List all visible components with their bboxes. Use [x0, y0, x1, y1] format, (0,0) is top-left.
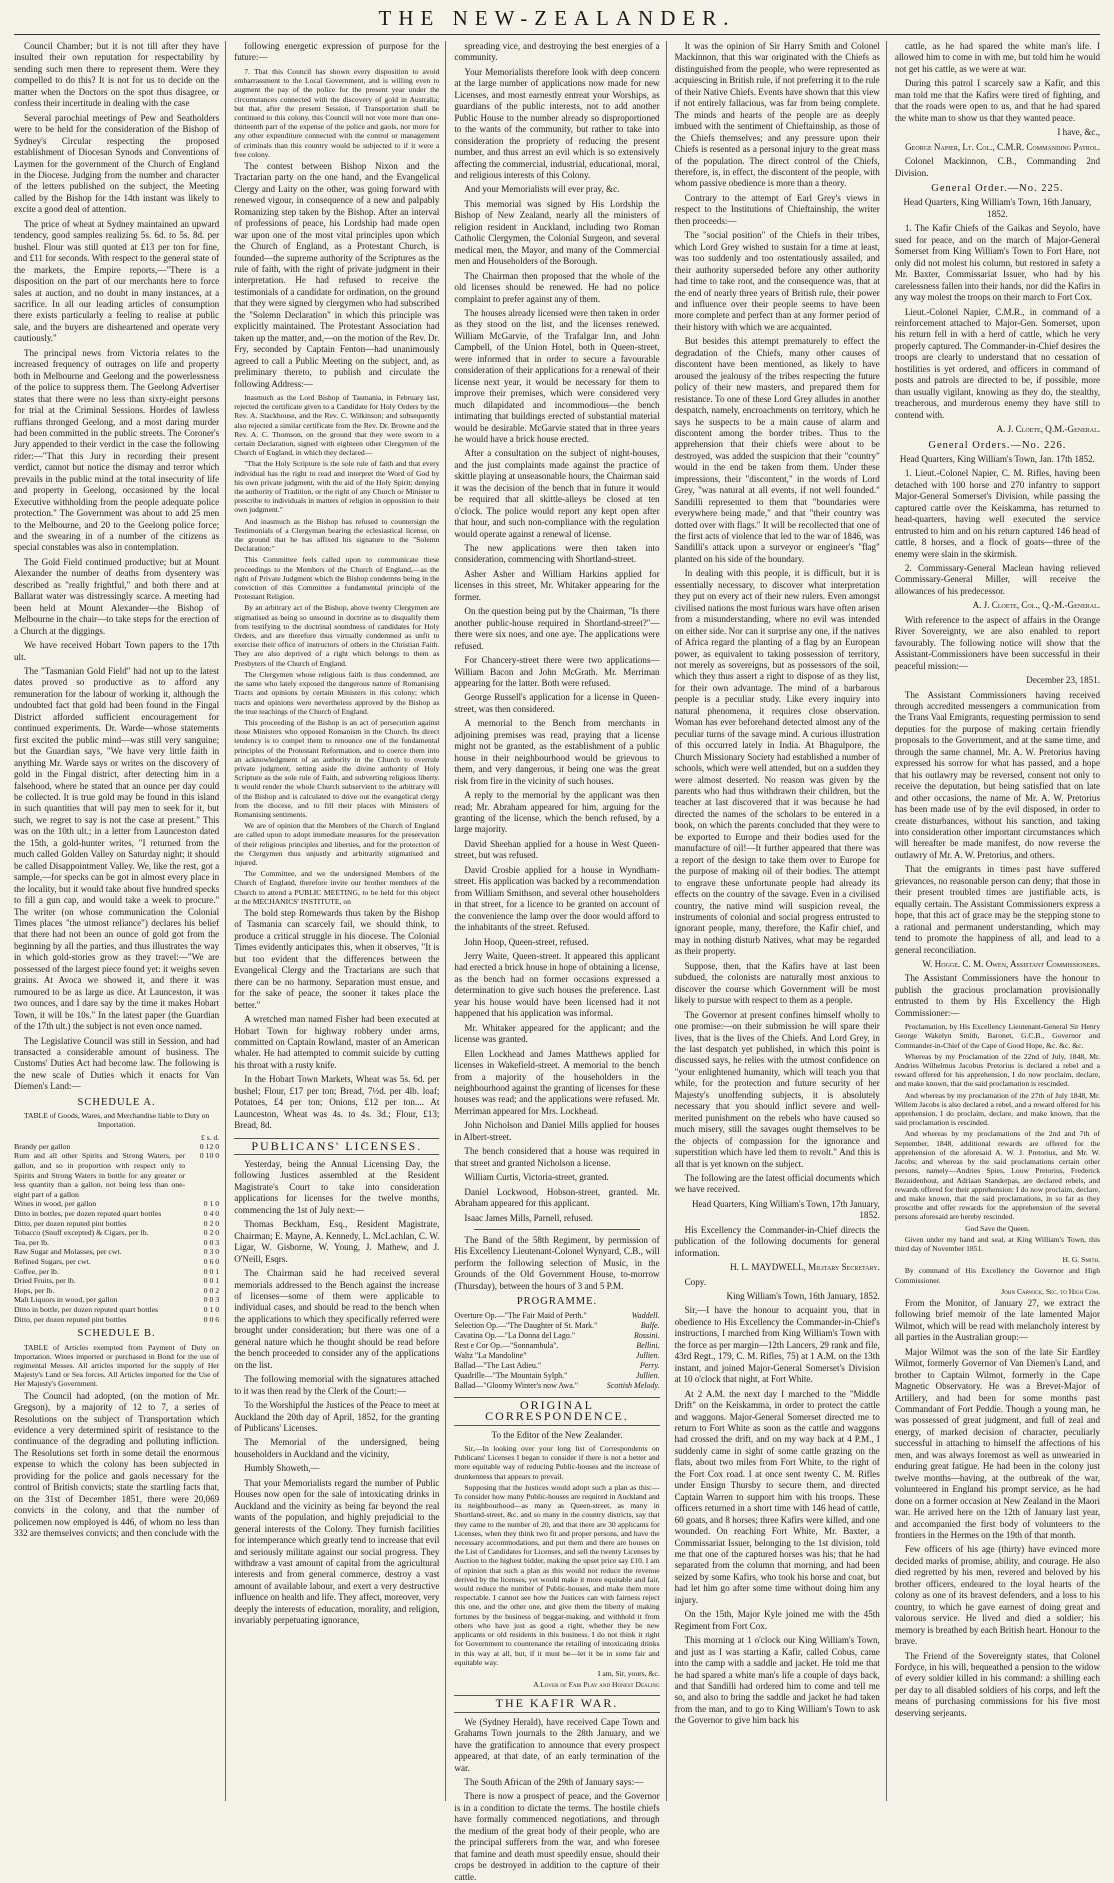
- paragraph: Ellen Lockhead and James Matthews applied for licenses in Wakefield-street. A memorial to the bench from a majority of the householders in the neighbourhood against the granting of licenses for these houses was read; and the applications were refused. Mr. Merriman appeared for Mrs. Lockhead.: [454, 1048, 660, 1116]
- paragraph: following energetic expression of purpose for the future:—: [234, 41, 440, 63]
- tariff-row: [14, 1305, 219, 1315]
- programme-composer: Perry.: [639, 1360, 660, 1370]
- quoted-resolution: 7. That this Council has shown every disposition to avoid embarrassment to the Local Government, and is willing even to augment the pay of the police for the present year under the circumstances connected with the discovery of gold in Australia; but that, after the present Session, if Transportation shall be continued to this colony, this Council will not vote more than one-thirteenth part of the expense of the police and gaols, nor more for any other expenditure connected with the control or management of criminals than this country would be subjected to if it were a free colony.: [234, 66, 440, 159]
- paragraph: The Legislative Council was still in Session, and had transacted a considerable amount of business. The Customs' Duties Act had become law. The following is the new scale of Duties which it enacts for Van Diemen's Land:—: [14, 1035, 220, 1092]
- signature: H. L. MAYDWELL, Military Secretary.: [730, 1262, 880, 1273]
- paragraph: The "Tasmanian Gold Field" had not up to the latest dates proved so productive as to afford any remuneration for the labour of working it, although the undoubted fact that gold had been found in the Fingal District afforded sufficient encouragement for continued experiments. Dr. Warde—whose statements first excited the public mind—was still very sanguine; but the Guardian says, "We have very little faith in anything Mr. Warde says or writes on the discovery of gold in the Fingal district, after detecting him in a falsehood, where he stated that an ounce per day could be collected. It is true gold may be found in this island in such quantities that will pay men to seek for it, but such, we regret to say is not the case at present." This was on the 10th ult.; in a letter from Launceston dated the 15th, a gold-hunter writes, "I returned from the much called Golden Valley on Saturday night; it should be called Disappointment Valley. We, like the rest, got a sample,—for specks can be got in almost every place in the locality, but it would take about five hundred specks to fill a gun cap, and would take a week to procure." The writer (on whose communication the Colonial Times places "the utmost reliance") declares his belief that there had not been an ounce of gold got from the beginning by all the parties, and thus illustrates the way in which gold-stories grow as they travel:—"We are possessed of the largest piece found yet: it weighs seven grains. At Avoca we showed it, and there it was rumoured to be as large as dice. At Launceston, it was two ounces, and I dare say by the time it makes Hobart Town, it will be 10s." In the latest paper (the Guardian of the 17th ult.) the subject is not even once named.: [14, 666, 220, 1032]
- signature: George Napier, Lt. Col., C.M.R. Commanding Patrol.: [905, 141, 1101, 152]
- tariff-row: [14, 1315, 219, 1325]
- order-heading: General Orders.—No. 226.: [928, 439, 1067, 451]
- paragraph: The principal news from Victoria relates to the increased frequency of outrages on life and property both in Melbourne and Geelong and the powerlessness of the police to suppress them. The Geelong Advertiser states that there were no less than sixty-eight persons for trial at the Criminal Sessions. Hordes of lawless ruffians thronged Geelong, and a most daring murder had been committed in the public streets. The Coroner's Jury appended to their verdict in the case the following rider:—"That this Jury in recording their present verdict, cannot but notice the dismay and terror which prevails in the public mind at the total insecurity of life and property in Geelong, occasioned by the local Executive withholding from the people adequate police protection." The Government was about to add 25 men to the Melbourne, and 20 to the Geelong police force; and the swearing in of a number of the citizens as special constables was also in contemplation.: [14, 347, 220, 553]
- columns: [14, 41, 1101, 1882]
- paragraph: The South African of the 29th of January says:—: [464, 1777, 644, 1788]
- tariff-row: [14, 1151, 219, 1199]
- tariff-duty: 0 0 1: [203, 1266, 220, 1276]
- paragraph: Council Chamber; but it is not till after they have insulted their own reputation for respectability by sending such men there to represent them. Were they compelled to do this? It is not for us to decide on the matter when the Doctors on the spot thus disagree, or confess their incertitude in dealing with the case: [14, 41, 220, 109]
- address-paragraph: And inasmuch as the Bishop has refused to countersign the Testimonials of a Clergyman bearing the eclesiastical license, on the ground that he has affixed his signature to the "Solemn Declaration:": [234, 516, 440, 554]
- paragraph: And your Memorialists will ever pray, &c.: [464, 184, 620, 195]
- column-4: [675, 41, 887, 1801]
- paragraph: The following memorial with the signatures attached to it was then read by the Clerk of the Court:—: [234, 1374, 440, 1396]
- signature: John Carwick, Sec. to High Com.: [1001, 1286, 1101, 1296]
- tariff-duty: 0 0 6: [203, 1314, 220, 1324]
- paragraph: David Sheehan applied for a house in West Queen-street, but was refused.: [454, 838, 660, 861]
- tariff-duty: 0 0 3: [203, 1295, 220, 1305]
- paragraph: The contest between Bishop Nixon and the Tractarian party on the one hand, and the Evangelical Clergy and Laity on the other, was going forward with renewed vigour, in consequence of a new and palpably Romanizing step taken by the Bishop. After an interval of professions of peace, his Lordship had made open war upon one of the most vital principles upon which the Church of England, as a Protestant Church, is founded—the supreme authority of the Scriptures as the rule of faith, with the right of private judgment in their interpretation. He had refused to receive the testimonials of a candidate for ordination, on the ground that they were signed by clergymen who had subscribed the "Solemn Declaration" in which this principle was explicitly maintained. The Protestant Association had taken up the matter, and,—on the motion of the Rev. Dr. Fry, seconded by Captain Fenton—had unanimously agreed to call a Public Meeting on the subject, and, as preliminary thereto, to publish and circulate the following Address:—: [234, 160, 440, 389]
- paragraph: From the Monitor, of January 27, we extract the following brief memoir of the late lamented Major Wilmot, which will be read with melancholy interest by all parties in the Australian group:—: [894, 1297, 1101, 1343]
- programme-piece: Waltz "La Mandoline": [454, 1350, 527, 1360]
- programme-composer: Waddell.: [631, 1310, 660, 1320]
- tariff-row: [14, 1257, 219, 1267]
- programme-row: [454, 1351, 659, 1361]
- tariff-row: [14, 1276, 219, 1286]
- paragraph: The "social position" of the Chiefs in their tribes, which Lord Grey wished to sustain for a time at least, was too suddenly and too ostentatiously assailed, and their authority superseded before any other authority had time to take root, and the consequence was, that at the end of nearly three years of British rule, their power and influence over their people seems to have been more complete and perfect than at any former period of their history with which we are acquainted.: [674, 230, 880, 332]
- signature: A. J. Cloete, Col., Q.-M.-General.: [972, 600, 1101, 611]
- tariff-duty: 0 0 3: [203, 1237, 220, 1247]
- tariff-item: Refined Sugars, per cwt.: [14, 1256, 91, 1266]
- proclamation-paragraph: And whereas by my proclamations of the 2nd and 7th of September, 1848, additional rewards are offered for the apprehension of the aforesaid A. W. J. Pretorius, and Mr. W. Jacobs; and whereas by the said proclamations certain other persons, namely—Andries Spies, Louw Pretorius, Frederick Bezuidenhout, and Adriaan Standerpas, are declared rebels, and rewards offered for their apprehension: I do now proclaim, declare, and make known, that the said proclamations, in so far as they proscribe and offer rewards for the apprehension of the several persons aforesaid are hereby rescinded.: [894, 1129, 1101, 1222]
- programme-piece: Quadrille—"The Mountain Sylph.": [454, 1370, 568, 1380]
- signature: H. G. Smith.: [1062, 1255, 1101, 1265]
- paragraph: To the Worshipful the Justices of the Peace to meet at Auckland the 20th day of April, 1852, for the granting of Publicans' Licenses.: [234, 1400, 440, 1433]
- tariff-row: [14, 1209, 219, 1219]
- address-paragraph: By an arbitrary act of the Bishop, above twenty Clergymen are stigmatised as being so unsound in doctrine as to disqualify them from testifying to the doctrinal soundness of candidates for Holy Orders, and are therefore thus virtually condemned as unfit to exercise their office of instructors of others in the Christian Faith. They are also deprived of a right which belongs to them as Presbyters of the Church of England.: [234, 603, 440, 668]
- paragraph: Daniel Lockwood, Hobson-street, granted. Mr. Abraham appeared for this applicant.: [454, 1186, 660, 1209]
- tariff-row: [14, 1247, 219, 1257]
- paragraph: On the 15th, Major Kyle joined me with the 45th Regiment from Fort Cox.: [674, 1609, 880, 1631]
- tariff-row: [14, 1267, 219, 1277]
- paragraph: Jerry Waite, Queen-street. It appeared this applicant had erected a brick house in hope of obtaining a license, as the bench had on former occasions expressed a determination to give such houses the preference. Last year his house would have been licensed had it not happened that his application was informal.: [454, 950, 660, 1019]
- paragraph: Colonel Mackinnon, C.B., Commanding 2nd Division.: [894, 156, 1101, 178]
- paragraph: Contrary to the attempt of Earl Grey's views in respect to the Institutions of Chieftainship, the writer then proceeds:—: [674, 192, 880, 226]
- programme-row: [454, 1381, 659, 1391]
- paragraph: cattle, as he had spared the white man's life. I allowed him to come in with me, but told him he would not get his cattle, as we were at war.: [894, 41, 1101, 74]
- programme-composer: Jullien.: [635, 1370, 660, 1380]
- programme-row: [454, 1311, 659, 1321]
- tariff-row: [14, 1295, 219, 1305]
- paragraph: That the emigrants in times past have suffered grievances, no reasonable person can deny; that those in their present troubled times are justifiable acts, is equally certain. The Assistant Commissioners express a hope, that this act of grace may be the stepping stone to a rational and permanent understanding, which may tend to promote the happiness of all, and lead to a general reconciliation.: [894, 864, 1101, 955]
- letter-signature: A Lover of Fair Play and Honest Dealing: [533, 1680, 660, 1690]
- tariff-item: Dried Fruits, per lb.: [14, 1276, 76, 1286]
- paragraph: A wretched man named Fisher had been executed at Hobart Town for highway robbery under arms, committed on Captain Rowland, master of an American whaler. He had attempted to commit suicide by cutting his throat with a rusty knife.: [234, 1014, 440, 1070]
- programme-title: PROGRAMME.: [516, 1296, 598, 1308]
- paragraph: The Chairman said he had received several memorials addressed to the Bench against the increase of licenses—some of them were applicable to individual cases, and should be read to the bench when the applications to which they specifically referred were brought under consideration; but there was one of a general nature which he thought should be read before the bench proceeded to consider any of the applications on the list.: [234, 1268, 440, 1370]
- signature: W. Hogge. C. M. Owen, Assistant Commissioners.: [922, 958, 1101, 969]
- tariff-item: Ditto in bottles, per dozen reputed quart bottles: [14, 1209, 162, 1218]
- closing: I have, &c.,: [1057, 127, 1101, 138]
- paragraph: We (Sydney Herald), have received Cape Town and Grahams Town journals to the 28th January, and we have the gratification to announce that every prospect appeared, at that date, of an early termination of the war.: [454, 1716, 660, 1773]
- paragraph: The Governor at present confines himself wholly to one promise:—on their submission he will spare their lives, that is the lives of the Chiefs. And Lord Grey, in the last despatch yet published, in which this point is discussed says, he relies with the utmost confidence on "your enlightened humanity, which will teach you that while, for the protection and future security of her Majesty's unoffending subjects, it is absolutely necessary that you should inflict severe and well-merited punishment on the rebels who have caused so much misery, still the savages ought themselves to be the objects of compassion for the ignorance and superstition which have led them to revolt." And this is all that is yet known on the subject.: [674, 1009, 880, 1169]
- proclamation-paragraph: And whereas by my proclamation of the 27th of July 1848, Mr. Willem Jacobs is also declared a rebel, and a reward offered for his apprehension, I do proclaim, declare, and make known, that the said proclamation is rescinded.: [894, 1090, 1101, 1128]
- programme-table: [454, 1311, 659, 1391]
- paragraph: George Russell's application for a license in Queen-street, was then considered.: [454, 692, 660, 714]
- programme-row: [454, 1341, 659, 1351]
- paragraph: This memorial was signed by His Lordship the Bishop of New Zealand, nearly all the ministers of religion resident in Auckland, including two Roman Catholic Clergymen, the Colonial Surgeon, and several medical men, the Mayor, and many of the Commercial men and Householders of the Borough.: [454, 198, 660, 267]
- section-heading: THE KAFIR WAR.: [454, 1695, 659, 1712]
- tariff-item: Ditto, per dozen reputed pint bottles: [14, 1218, 127, 1228]
- paragraph: At 2 A.M. the next day I marched to the "Middle Drift" on the Keiskamma, in order to protect the cattle and waggons. Major-General Somerset directed me to return to Fort White as soon as the cattle and waggons had crossed the drift, and on my way back at 4 P.M., I suddenly came in sight of some cattle grazing on the flats, about two miles from Fort White, to the right of the Fort Cox road. I at once sent twenty C. M. Rifles under Ensign Thursby to secure them, and directed Captain Warren to support him with his troops. These officers returned in a short time with 146 head of cattle, 60 goats, and 8 horses; three Kafirs were killed, and one wounded. On reaching Fort White, Mr. Baxter, a Commissariat Issuer, belonging to the 1st division, told me that one of the captured horses was his; that he had separated from the column that morning, and had been seized by some Kafirs, who took his horse and coat, but had let him go after some time without doing him any injury.: [674, 1388, 880, 1605]
- programme-composer: Rossini.: [634, 1330, 660, 1340]
- programme-piece: Rest e Cor Op.—"Sonnambula".: [454, 1340, 559, 1350]
- programme-row: [454, 1361, 659, 1371]
- paragraph: The bench considered that a house was required in that street and granted Nicholson a license.: [454, 1146, 660, 1168]
- column-5: [895, 41, 1100, 1801]
- programme-piece: Ballad—"Gloomy Winter's now Awa.": [454, 1380, 579, 1390]
- programme-composer: Scottish Melody.: [606, 1380, 660, 1390]
- tariff-row: [14, 1286, 219, 1296]
- tariff-duty: 0 1 0: [203, 1304, 220, 1314]
- tariff-row: [14, 1238, 219, 1248]
- paragraph: John Hoop, Queen-street, refused.: [464, 936, 589, 947]
- paragraph: His Excellency the Commander-in-Chief directs the publication of the following documents for general information.: [674, 1224, 880, 1258]
- paragraph: That your Memorialists regard the number of Public Houses now open for the sale of intoxicating drinks in Auckland and the vicinity as being far beyond the real wants of the population, and highly prejudicial to the general interests of the Colony. They furnish facilities for intemperance which greatly tend to increase that evil and seriously militate against our social progress. They withdraw a vast amount of capital from the agricultural interests and from general commerce, destroy a vast amount of available labour, and exert a very destructive influence on health and life. They affect, moreover, very deeply the interests of education, morality, and religion, invariably perpetuating ignorance,: [234, 1477, 440, 1626]
- tariff-item: Rum and all other Spirits and Strong Waters, per gallon, and so in proportion with respect only to Spirits and Strong Waters in bottle for any greater or less quantity than a gallon, not being less than one-eight part of a gallon: [14, 1151, 186, 1199]
- tariff-duty: 0 10 0: [199, 1151, 220, 1161]
- tariff-duty: 0 4 0: [203, 1209, 220, 1218]
- programme-piece: Selection Op.—"The Daughter of St. Mark.": [454, 1320, 598, 1330]
- paragraph: Copy.: [684, 1276, 706, 1287]
- paragraph: A memorial to the Bench from merchants in adjoining premises was read, praying that a license might not be granted, as the establishment of a public house in their neighbourhood would be grievous to them, and very dangerous, it being one was the great risk from fire in the vicinity of such houses.: [454, 718, 660, 786]
- address-block: [234, 393, 439, 906]
- tariff-duty: 0 6 0: [203, 1256, 220, 1266]
- schedule-a-subtitle: TABLE of Goods, Wares, and Merchandise liable to Duty on Importation.: [23, 1111, 210, 1130]
- proclamation-paragraph: Proclamation, by His Excellency Lieutenant-General Sir Henry George Wakelyn Smith, Baronet, G.C.B., Governor and Commander-in-Chief of the Cape of Good Hope, &c. &c. &c.: [894, 1022, 1101, 1050]
- paragraph: Few officers of his age (thirty) have evinced more decided marks of promise, ability, and courage. He also died regretted by his men, revered and beloved by his brother officers, endeared to the loyal hearts of the colony as one of its bravest defenders, and a loss to his country, to which he gave earnest of doing great and valorous service. He lived and died a soldier; his memory is breathed by each British heart. Honour to the brave.: [894, 1544, 1101, 1647]
- paragraph: The Chairman then proposed that the whole of the old licenses should be renewed. He had no police complaint to prefer against any of them.: [454, 270, 660, 304]
- tariff-row: [14, 1228, 219, 1238]
- signature: A. J. Cloete, Q.M.-General.: [996, 424, 1101, 435]
- paragraph: David Crosbie applied for a house in Wyndham-street. His application was backed by a recommendation from William Smithson, and several other householders in that street, for a licence to be granted on account of the convenience the lamp over the door would afford to the inhabitants of the street. Refused.: [454, 864, 660, 933]
- paragraph: The bold step Romewards thus taken by the Bishop of Tasmania can scarcely fail, we should think, to produce a critical struggle in his diocese. The Colonial Times evidently anticipates this, when it observes, "It is but too evident that the differences between the Evangelical Clergy and the Tractarians are such that there can be no harmony. Separation must ensue, and for the sake of peace, the sooner it takes place the better.": [234, 907, 440, 1010]
- proclamation-paragraph: Whereas by my Proclamation of the 22nd of July, 1848, Mr. Andries Wilhelmus Jacobus Pretorius is declared a rebel and a reward offered for his apprehension, I do now proclaim, declare, and make known, that the said proclamation is rescinded.: [894, 1051, 1101, 1089]
- paragraph: Yesterday, being the Annual Licensing Day, the following Justices assembled at the Resident Magistrate's Court to take into consideration applications for licenses for the twelve months, commencing the 1st of July next:—: [234, 1159, 440, 1215]
- tariff-duty: 0 2 0: [203, 1228, 220, 1238]
- dateline: King William's Town, 16th January, 1852.: [726, 1291, 880, 1302]
- paragraph: Humbly Showeth,—: [244, 1463, 320, 1474]
- section-heading: ORIGINAL CORRESPONDENCE.: [454, 1397, 659, 1426]
- tariff-duty: 0 0 2: [203, 1285, 220, 1295]
- tariff-item: Raw Sugar and Molasses, per cwt.: [14, 1247, 122, 1257]
- paragraph: We have received Hobart Town papers to the 17th ult.: [14, 640, 220, 662]
- address-paragraph: The Clergymen whose religious faith is thus condemned, are the same who lately exposed the dangerous nature of Romanising Tracts and opinions by certain Ministers in this colony; which tracts and opinions were nevertheless approved by the Bishop as the true teachings of the Church of England.: [234, 669, 440, 716]
- paragraph: Asher Asher and William Harkins applied for licenses in this street, Mr. Whitaker appearing for the former.: [454, 568, 660, 602]
- column-3: [454, 41, 666, 1882]
- paragraph: But besides this attempt prematurely to effect the degradation of the Chiefs, many other causes of discontent have been mentioned, as likely to have aroused the jealousy of the tribes respecting the future policy of their new masters, and prepared them for resistance. To one of these Lord Grey alludes in another despatch, namely, encroachments on territory, which he says he suspects to be a main cause of alarm and discontent among the border tribes. Thus to the apprehension that their chiefs were about to be destroyed, was added the suspicion that their "country" would in the end be taken from them. Under these impressions, their "discontent," in the words of Lord Grey, "was natural at all events, if not well founded." Sandilli represented to them that "boundaries were everywhere being made," and that "their country was dotted over with flags." It will be recollected that one of the first acts of violence that led to the war of 1846, was Sandilli's attack upon a surveyor or engineer's "flag" planted on his side of the boundary.: [674, 336, 880, 564]
- tariff-table: [14, 1142, 219, 1324]
- address-paragraph: Inasmuch as the Lord Bishop of Tasmania, in February last, rejected the certificate given to a Candidate for Holy Orders by the Rev. A. Stackhouse, and the Rev. C. Wilkinson; and subsequently also rejected a similar certificate from the Rev. Dr. Browne and the Rev. A. C. Thomson, on the ground that they were sworn to a certain Declaration, signed with eighteen other Clergymen of the Church of England, in which they declared—: [234, 393, 440, 458]
- paragraph: The following are the latest official documents which we have received.: [674, 1172, 880, 1195]
- paragraph: spreading vice, and destroying the best energies of a community.: [454, 41, 660, 63]
- section-heading: PUBLICANS' LICENSES.: [234, 1138, 439, 1155]
- programme-row: [454, 1321, 659, 1331]
- paragraph: Thomas Beckham, Esq., Resident Magistrate, Chairman; E. Mayne, A. Kennedy, L. McLachlan, C. W. Ligar, W. Gisborne, W. Young, J. Mathew, and J. O'Neill, Esqrs.: [234, 1219, 440, 1264]
- paragraph: After a consultation on the subject of night-houses, and the just complaints made against the practice of skittle playing at unseasonable hours, the Chairman said it was the decision of the bench that in future it would be required that all skittle-alleys be closed at ten o'clock. The police would report any kept open after that hour, and such non-compliance with the regulation would operate against a renewal of license.: [454, 448, 660, 539]
- programme-piece: Cavatina Op.—"La Donna del Lago.": [454, 1330, 576, 1340]
- tariff-duty: 0 0 1: [203, 1276, 220, 1286]
- paragraph: Your Memorialists therefore look with deep concern at the large number of applications now made for new Licenses, and most earnestly entreat your Worships, as guardians of the public interests, not to add another Public House to the number already so disproportioned to the wants of the community, but rather to take into consideration the propriety of reducing the present number, and thus arrest an evil which is so extensively affecting the commercial, industrial, educational, moral, and religious interests of this Colony.: [454, 66, 660, 180]
- proclamation-paragraph: Given under my hand and seal, at King William's Town, this third day of November 1851.: [894, 1234, 1101, 1253]
- letter-closing: I am, Sir, yours, &c.: [597, 1668, 660, 1678]
- divider: [474, 1229, 639, 1230]
- paragraph: The Assistant Commissioners having received through accredited messengers a communication from the Trans Vaal Emigrants, requesting permission to send deputies for the purpose of making certain friendly proposals to the Government, and at the same time, and through the same channel, Mr. A. W. Pretorius having expressed his sorrow for what has passed, and a hope that his outlawry may be reversed, consent not only to receive the deputation, but being satisfied that on late and other occasions, the name of Mr. A. W. Pretorius has been made use of by the evil disposed, in order to create disturbances, without his sanction, and taking into consideration other important circumstances which will hereafter be made manifest, do now reverse the outlawry of Mr. A. W. Pretorius, and others.: [894, 689, 1101, 860]
- proclamation-motto: God Save the Queen.: [965, 1223, 1030, 1233]
- paragraph: Sir,—I have the honour to acquaint you, that in obedience to His Excellency the Commander-in-Chief's instructions, I marched from King William's Town with the force as per margin—12th Lancers, 29 rank and file, 43rd Regt., 179, C. M. Rifles, 75) at 1 A.M. on the 13th instant, and joined Major-General Somerset's Division at 10 o'clock that night, at Fort White.: [674, 1305, 880, 1385]
- paragraph: Lieut.-Colonel Napier, C.M.R., in command of a reinforcement attached to Major-Gen. Somerset, upon his return fell in with a herd of cattle, which he very properly captured. The Commander-in-Chief desires the troops are clearly to understand that no cessation of hostilities is yet ordered, and officers in command of posts and patrols are directed to be, if possible, more than usually vigilant, knowing as they do, the stealthy, treacherous, and murderous enemy they have still to contend with.: [894, 306, 1101, 420]
- order-heading: General Order.—No. 225.: [931, 182, 1064, 194]
- paragraph: In the Hobart Town Markets, Wheat was 5s. 6d. per bushel; Flour, £17 per ton; Bread, 7½d. per 4lb. loaf; Potatoes, £4 per ton; Onions, £12 per ton.... At Launceston, Wheat was 4s. to 4s. 3d.; Flour, £13; Bread, 8d.: [234, 1074, 440, 1131]
- tariff-item: Tobacco (Snuff excepted) & Cigars, per lb.: [14, 1228, 149, 1238]
- tariff-duty: 0 12 0: [199, 1141, 220, 1151]
- paragraph: The Gold Field continued productive; but at Mount Alexander the number of deaths from dysentery was described as "really frightful," and both there and at Ballarat water was distressingly scarce. A meeting had been held at Mount Alexander—the Bishop of Melbourne in the chair—to take steps for the erection of a Church at the diggings.: [14, 556, 220, 636]
- paragraph: This morning at 1 o'clock our King William's Town, and just as I was starting a Kafir, called Cobus, came into the camp with a saddle and jacket. He told me that he had spared a white man's life a couple of days back, and that Sandilli had ordered him to come and tell me so, and also to bring the saddle and jacket he had taken from the man, and to go to King William's Town to ask the Governor to give him back his: [674, 1635, 880, 1726]
- programme-row: [454, 1371, 659, 1381]
- paragraph: The Memorial of the undersigned, being householders in Auckland and the vicinity,: [234, 1437, 440, 1459]
- tariff-row: [14, 1199, 219, 1209]
- letter-paragraph: Sir,—In looking over your long list of Correspondents on Publicans' Licenses I began to consider if there is not a better and more equitable way of reducing Public-houses and the increase of drunkenness that appears to prevail.: [454, 1444, 660, 1481]
- paragraph: For Chancery-street there were two applications—William Bacon and John McGrath. Mr. Merriman appearing for the latter. Both were refused.: [454, 655, 660, 689]
- paragraph: The Assistant Commissioners have the honour to publish the gracious proclamation provisionally entrusted to them by His Excellency the High Commissioner:—: [894, 973, 1101, 1018]
- paragraph: Isaac James Mills, Parnell, refused.: [464, 1212, 593, 1223]
- paragraph: Mr. Whitaker appeared for the applicant; and the license was granted.: [454, 1022, 660, 1045]
- dateline: Head Quarters, King William's Town, Jan. 17th 1852.: [899, 453, 1095, 464]
- tariff-item: Tea, per lb.: [14, 1237, 49, 1247]
- tariff-duty: 0 2 0: [203, 1218, 220, 1228]
- dateline: Head Quarters, King William's Town, 17th January, 1852.: [691, 1198, 880, 1221]
- masthead: THE NEW-ZEALANDER.: [14, 6, 1100, 35]
- tariff-item: Ditto in bottle, per dozen reputed quart bottles: [14, 1304, 159, 1314]
- paragraph: 2. Commissary-General Maclean having relieved Commissary-General Miller, will receive the allowances of his predecessor.: [894, 563, 1101, 596]
- column-2: [234, 41, 446, 1801]
- paragraph: With reference to the aspect of affairs in the Orange River Sovereignty, we are also enabled to report favourably. The following notice will show that the Assistant-Commissioners have been successful in their peaceful mission:—: [894, 614, 1101, 671]
- address-paragraph: "That the Holy Scripture is the sole rule of faith and that every individual has the right to read and interpret the Word of God by his own private judgment, with the aid of the Holy Spirit; denying the authority of Tradition, or the right of any Church or Minister to prescribe to individuals in matters of religion in opposition to their own judgment.": [234, 459, 440, 515]
- schedule-a-units: £ s. d.: [201, 1132, 220, 1142]
- paragraph: The Council had adopted, (on the motion of Mr. Gregson), by a majority of 12 to 7, a series of Resolutions on the subject of Transportation which evidence a very determined spirit of resistance to the continuance of the degrading and polluting infliction. The Resolutions set forth in some detail the enormous expense to which the colony has been subjected in providing for the police and gaols necessary for the control of British convicts; state the startling facts that, on the 31st of December 1851, there were 20,069 convicts in the colony, and that the number of policemen now employed is 446, of whom no less than 332 are themselves convicts; and then conclude with the: [14, 1390, 220, 1539]
- tariff-item: Malt Liquors in wood, per gallon: [14, 1295, 118, 1305]
- tariff-row: [14, 1219, 219, 1229]
- programme-composer: Balfe.: [640, 1320, 660, 1330]
- paragraph: The Friend of the Sovereignty states, that Colonel Fordyce, in his will, bequeathed a pension to the widow of every soldier killed in his command: a shilling each per day to all disabled soldiers of his corps, and left the means of purchasing commissions for his five most deserving serjeants.: [894, 1650, 1101, 1718]
- tariff-row: [14, 1142, 219, 1152]
- paragraph: John Nicholson and Daniel Mills applied for houses in Albert-street.: [454, 1120, 660, 1142]
- tariff-duty: 0 3 0: [203, 1247, 220, 1257]
- letter-salutation: To the Editor of the New Zealander.: [491, 1429, 623, 1440]
- paragraph: 1. Lieut.-Colonel Napier, C. M. Rifles, having been detached with 100 horse and 270 infantry to support Major-General Somerset's Division, while passing the captured cattle over the Keiskamma, has returned to head-quarters, having well executed the service entrusted to him and on his return captured 146 head of cattle, 8 horses, and a flock of goats—three of the enemy were slain in the skirmish.: [894, 468, 1101, 559]
- address-paragraph: This Committee feels called upon to communicate these proceedings to the Members of the Church of England,—as the right of Private Judgment which the Bishop condemns being in the conviction of this Committee a fundamental principle of the Protestant Religion.: [234, 555, 440, 602]
- paragraph: Major Wilmot was the son of the late Sir Eardley Wilmot, formerly Governor of Van Diemen's Land, and brother to Captain Wilmot, formerly in the Cape Magnetic Observatory. He was a Brevet-Major of Artillery, and had been for some months past Commandant of Fort Peddie. Though a young man, he was possessed of great judgment, and full of zeal and energy, of marked decision of character, peculiarly successful in attaching to himself the affections of his men, and was always foremost as well as unwearied in enduring great fatigue. He had been in the colony just twelve months—having, at the outbreak of the war, volunteered in England his prompt service, as he had done on a former occasion at New Zealand in the Maori war. He arrived here on the 12th of January last year, and accompanied the first body of volunteers to the frontiers in the Hermes on the 19th of that month.: [894, 1346, 1101, 1540]
- paragraph: On the question being put by the Chairman, "Is there another public-house required in Shortland-street?"—there were six noes, and one aye. The applications were refused.: [454, 606, 660, 651]
- address-paragraph: The Committee, and we the undersigned Members of the Church of England, therefore invite our brother members of the Church to attend a PUBLIC MEETING, to be held for this object at the MECHANICS' INSTITUTE, on: [234, 869, 440, 906]
- programme-composer: Jullien.: [635, 1350, 660, 1360]
- paragraph: It was the opinion of Sir Harry Smith and Colonel Mackinnon, that this war originated with the Chiefs as distinguished from the people, who were represented as acquiescing in British rule, if not preferring it to the rule of their Native Chiefs. Events have shown that this view if not entirely fallacious, was far from being complete. The minds and hearts of the people are as deeply imbued with the sentiment of Chieftainship, as those of the Chiefs themselves; and any pressure upon their Chiefs is resented as a personal injury to the great mass of the population. The direct control of the Chiefs, therefore, is, in effect, the discontent of the people, with whom passive obedience is more than a theory.: [674, 41, 880, 189]
- tariff-item: Ditto, per dozen reputed pint bottles: [14, 1314, 127, 1324]
- paragraph: Several parochial meetings of Pew and Seatholders were to be held for the consideration of the Bishop of Sydney's Circular respecting the proposed establishment of Diocesan Synods and Conventions of Laymen for the government of the Church of England in the Diocese. Judging from the number and character of the letters published on the subject, the Meeting called by the Bishop for the 14th instant was likely to excite a good deal of attention.: [14, 112, 220, 215]
- programme-piece: Ballad—"The Last Adieu.": [454, 1360, 542, 1370]
- paragraph: The houses already licensed were then taken in order as they stood on the list, and the licenses renewed. William McGarvie, of the Trafalgar Inn, and John Campbell, of the Union Hotel, both in Queen-street, were informed that in order to secure a favourable consideration of their applications for a renewal of their license next year, it would be necessary for them to improve their premises, which were considered very much dilapidated and incommodious—the bench intimating that buildings erected of substantial material would be desirable. McGarvie stated that in three years he would have a brick house erected.: [454, 307, 660, 444]
- dateline: Head Quarters, King William's Town, 16th January, 1852.: [903, 197, 1092, 219]
- programme-piece: Overture Op.—"The Fair Maid of Perth.": [454, 1310, 587, 1320]
- schedule-b-title: SCHEDULE B.: [77, 1328, 156, 1340]
- proclamation-paragraph: By command of His Excellency the Governor and High Commissioner.: [894, 1266, 1101, 1285]
- address-paragraph: We are of opinion that the Members of the Church of England are called upon to adopt immediate measures for the preservation of their religious principles and liberties, and for the protection of the Clergymen thus unjustly and arbitrarily stigmatised and injured.: [234, 821, 440, 867]
- paragraph: There is now a prospect of peace, and the Governor is in a condition to dictate the terms. The hostile chiefs have formally commenced negotiations, and through the medium of the great body of their people, who are the principal sufferers from the war, and who foresee that famine and death must speedily ensue, should their crops be destroyed in addition to the capture of their cattle.: [454, 1791, 660, 1882]
- address-paragraph: This proceeding of the Bishop is an act of persecution against those Ministers who opposed Romanism in the Church. Its direct tendency is to compel them to renounce one of the fundamental principles of the Protestant Reformation, and to coerce them into an acknowledgment of an authority in the Church to overrule private judgment, setting aside the divine authority of Holy Scripture as the sole rule of Faith, and subverting religious liberty. It would render the whole Church subservient to the arbitrary will of the Bishop and is calculated to drive out the evangelical clergy from the diocese, and to fill their places with Ministers of Romanising sentiments.: [234, 717, 440, 819]
- letter-paragraph: Supposing that the Justices would adopt such a plan as this:—To consider how many Public-houses are required in Auckland and its neighbourhood—as many as Queen-street, as many in Shortland-street, &c. and so many in the country districts, say that they came to the number of 20, and that there are 30 applicants for Licenses, when they think two fit and proper persons, and have the necessary accommodations, and put them and there are houses on the List of Candidates for Licenses, and sell the twenty Licenses by Auction to the highest bidder, making the upset price say £10. I am of opinion that such a plan as this would not reduce the revenue derived by the licenses, yet would make it more equitable and fair, would reduce the number of Public-houses, and make them more respectable. I cannot see how the Justices can with fairness reject this one, and the other one, and give them the liberty of making fortunes by the business of beggar-making, and withhold it from others who have just as good a right, whether they be new applicants or old residents in this business. I do not think it right for Government to countenance the retailing of intoxicating drinks in this way at all, but, if it must be—let it be in some fair and equitable way.: [454, 1482, 660, 1667]
- paragraph: Suppose, then, that the Kafirs have at last been subdued, the colonists are naturally most anxious to discover the course which Government will be most likely to pursue with respect to them as a people.: [674, 960, 880, 1006]
- schedule-a-title: SCHEDULE A.: [77, 1096, 156, 1108]
- tariff-item: Wines in wood, per gallon: [14, 1199, 97, 1209]
- dateline: December 23, 1851.: [1026, 675, 1101, 686]
- paragraph: In dealing with this people, it is difficult, but it is essentially necessary, to discover what interpretation they put on every act of their new rulers. Even amongst civilised nations the most furious wars have often arisen from a misunderstanding, where no evil was intended on either side. Nor can it surprise any one, if the natives of Africa regard the planting of a flag by an European power, as equivalent to taking possession of territory, not merely as sovereigns, but as possessors of the soil, which they thus assert a right to dispose of as they list, for their own advantage. The mind of a barbarous people is a peculiar study. Like every inquiry into natural phenomena, it requires close observation. Woman has ever beforehand detected almost any of the peculiar turns of the savage mind. A curious illustration of this occurred lately in India. At Bhagulpore, the Church Missionary Society had established a number of schools, which were well attended, but on a sudden they were almost deserted. No reason was given by the parents who had thus withdrawn their children, but the teacher at last discovered that it was because he had directed the names of the scholars to be entered in a book, on which the parents concluded that they were to be exported to Europe and their bodies used for the manufacture of oil!—It further appeared that there was a report of the design to take them over to Europe for the purpose of making oil of their bodies. The attempt to engrave these unfortunate people had already its effects on the country of the savage. Even in a civilised country, the native mind will suspicion reveal, the instruments of colonial and social progress entrusted to ignorant people, many, therefore, the Kafir chief, and may in nothing disturb Natives, what may be regarded as their property.: [674, 568, 880, 957]
- column-1: [14, 41, 226, 1801]
- tariff-duty: 0 1 0: [203, 1199, 220, 1209]
- paragraph: William Curtis, Victoria-street, granted.: [464, 1172, 609, 1183]
- paragraph: 1. The Kafir Chiefs of the Gaikas and Seyolo, have sued for peace, and on the march of Major-General Somerset from King William's Town to Fort Hare, not only did not molest his column, but restored in safety a Mr. Baxter, Commissariat Issuer, who had by his carelessness fallen into their hands, nor did the Kafirs in any way molest the troops on their march to Fort Cox.: [894, 223, 1101, 303]
- tariff-item: Brandy per gallon: [14, 1141, 71, 1151]
- paragraph: A reply to the memorial by the applicant was then read; Mr. Abraham appeared for him, arguing for the granting of the license, which the bench refused, by a large majority.: [454, 790, 660, 835]
- programme-row: [454, 1331, 659, 1341]
- tariff-item: Coffee, per lb.: [14, 1266, 59, 1276]
- paragraph: The new applications were then taken into consideration, commencing with Shortland-street.: [454, 543, 660, 565]
- paragraph: During this patrol I scarcely saw a Kafir, and this man told me that the Kafirs were tired of fighting, and that the roads were open to us, and that he had spared the white man to show us that they wanted peace.: [894, 78, 1101, 123]
- paragraph: The Band of the 58th Regiment, by permission of His Excellency Lieutenant-Colonel Wynyard, C.B., will perform the following selection of Music, in the Grounds of the Old Government House, to-morrow (Thursday), between the hours of 3 and 5 P.M.: [454, 1234, 660, 1291]
- paragraph: The price of wheat at Sydney maintained an upward tendency, good samples realizing 5s. 6d. to 5s. 8d. per bushel. Flour was still quoted at £13 per ton for fine, and £11 for seconds. With respect to the general state of the markets, the Empire reports,—"There is a disposition on the part of our merchants here to force sales at auction, and no doubt in many instances, at a sacrifice. In all our leading articles of consumption there exists particularly a feeling to realise at public sale, and the buyers are disheartened and operate very cautiously.": [14, 218, 220, 344]
- schedule-b-text: TABLE of Articles exempted from Payment of Duty on Importation. Wines imported or purchased in Bond for the use of regimental Messes. All articles imported for the supply of Her Majesty's Land or Sea forces. All Articles imported for the Use of Her Majesty's Government.: [14, 1342, 220, 1389]
- programme-composer: Bellini.: [636, 1340, 660, 1350]
- tariff-item: Hops, per lb.: [14, 1285, 55, 1295]
